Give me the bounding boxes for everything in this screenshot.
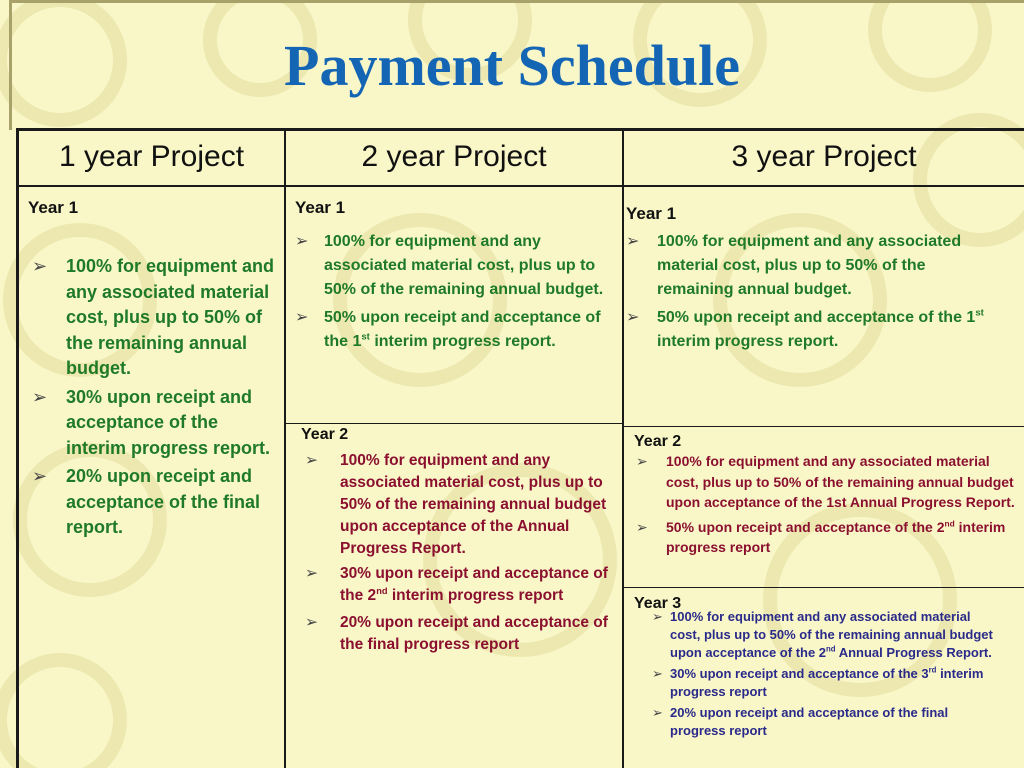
col1-payment-list <box>28 254 276 541</box>
page-title: Payment Schedule <box>284 33 740 98</box>
col3-year3-cell <box>634 596 1022 740</box>
year-label: Year 1 <box>28 198 79 217</box>
list-item: ➢ 50% upon receipt and acceptance of the 1st interim progress report. <box>295 306 617 354</box>
list-item: ➢ 50% upon receipt and acceptance of the 1st interim progress report. <box>626 307 984 350</box>
arrow-bullet-icon: ➢ <box>32 386 48 407</box>
payment-table <box>16 128 1024 768</box>
arrow-bullet-icon: ➢ <box>636 453 648 469</box>
column-header-1-year: 1 year Project <box>58 140 245 173</box>
list-item: ➢ 100% for equipment and any associated material cost, plus up to 50% of the remaining annual budget. <box>32 256 275 378</box>
arrow-bullet-icon: ➢ <box>305 614 318 631</box>
arrow-bullet-icon: ➢ <box>32 466 48 486</box>
list-item: ➢ 30% upon receipt and acceptance of the 2nd interim progress report <box>305 565 608 604</box>
list-item: ➢ 100% for equipment and any associated material cost, plus up to 50% of the remaining annual budget. <box>626 230 1021 302</box>
frame-top-border <box>9 0 1024 3</box>
col2-row-divider <box>284 423 624 424</box>
column-header-3-year: 3 year Project <box>731 140 917 173</box>
col3-year1-cell <box>626 204 1021 354</box>
list-item: ➢ 100% for equipment and any associated material cost, plus up to 50% of the remaining annual budget upon acceptance of the 2nd Annual Progress Report. <box>652 609 993 660</box>
col1-year1-cell <box>28 198 276 541</box>
arrow-bullet-icon: ➢ <box>636 518 648 535</box>
col2-year2-payment-list <box>301 450 619 656</box>
list-item: ➢ 50% upon receipt and acceptance of the 2nd interim progress report <box>636 517 1006 555</box>
list-item: ➢ 100% for equipment and any associated material cost, plus up to 50% of the remaining annual budget. <box>295 230 617 302</box>
table-left-line <box>16 128 19 768</box>
col3-year2-cell <box>634 433 1022 558</box>
list-item: ➢ 20% upon receipt and acceptance of the final progress report <box>305 614 608 653</box>
arrow-bullet-icon: ➢ <box>626 309 640 326</box>
col2-year2-cell <box>301 426 619 656</box>
arrow-bullet-icon: ➢ <box>295 233 309 250</box>
list-item: ➢ 20% upon receipt and acceptance of the final report. <box>32 466 261 537</box>
col3-year1-payment-list <box>626 230 1021 354</box>
arrow-bullet-icon: ➢ <box>305 565 318 582</box>
col3-year2-payment-list <box>634 451 1022 558</box>
year-label: Year 2 <box>634 433 682 450</box>
col2-year1-cell <box>295 198 617 354</box>
arrow-bullet-icon: ➢ <box>626 233 640 250</box>
year-label: Year 2 <box>301 426 349 443</box>
table-col-divider-2 <box>622 128 624 768</box>
col2-year1-payment-list <box>295 230 617 354</box>
list-item: ➢ 100% for equipment and any associated material cost, plus up to 50% of the remaining annual budget upon acceptance of the 1st Annual Progress Report. <box>636 453 1015 510</box>
col3-row-divider-1 <box>622 426 1024 427</box>
table-col-divider-1 <box>284 128 286 768</box>
list-item: ➢ 30% upon receipt and acceptance of the interim progress report. <box>32 386 271 458</box>
list-item: ➢ 100% for equipment and any associated material cost, plus up to 50% of the remaining annual budget upon acceptance of the Annual Progress Report. <box>305 452 607 557</box>
arrow-bullet-icon: ➢ <box>32 256 48 276</box>
list-item: ➢ 20% upon receipt and acceptance of the final progress report <box>652 705 949 738</box>
col3-row-divider-2 <box>622 587 1024 588</box>
year-label: Year 3 <box>634 595 682 612</box>
arrow-bullet-icon: ➢ <box>295 309 309 326</box>
arrow-bullet-icon: ➢ <box>652 666 663 681</box>
year-label: Year 1 <box>295 198 346 217</box>
list-item: ➢ 30% upon receipt and acceptance of the 3rd interim progress report <box>652 665 984 699</box>
year-label: Year 1 <box>626 204 677 223</box>
arrow-bullet-icon: ➢ <box>305 452 318 469</box>
col3-year3-payment-list <box>634 608 1022 740</box>
arrow-bullet-icon: ➢ <box>652 705 663 720</box>
arrow-bullet-icon: ➢ <box>652 609 663 624</box>
column-header-2-year: 2 year Project <box>361 140 547 173</box>
